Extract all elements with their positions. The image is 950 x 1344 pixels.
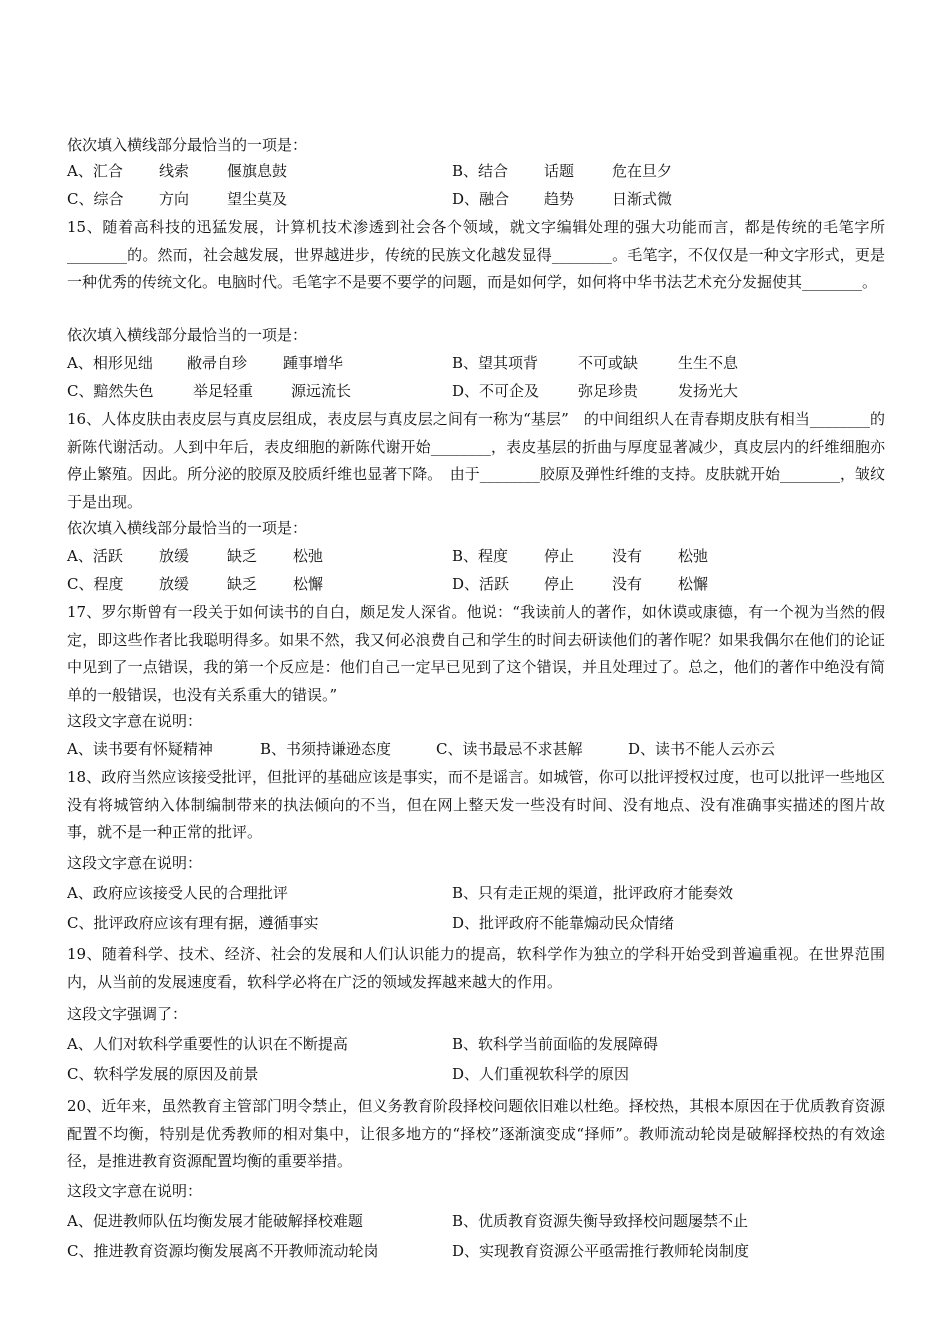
q20-option-d[interactable]: [452, 1240, 749, 1262]
option-word: B、结合: [452, 162, 509, 180]
q17-option-d[interactable]: [628, 738, 775, 760]
option-word: 不可或缺: [578, 354, 639, 372]
option-text: A、读书要有怀疑精神: [67, 740, 213, 758]
option-word: B、望其项背: [452, 354, 539, 372]
q20-option-a[interactable]: [67, 1210, 363, 1232]
option-word: 没有: [612, 547, 643, 565]
option-word: 源远流长: [291, 382, 352, 400]
option-text: C、软科学发展的原因及前景: [67, 1065, 259, 1083]
q14-option-a[interactable]: [67, 160, 287, 182]
q16-option-d[interactable]: [452, 573, 708, 595]
option-text: D、批评政府不能靠煽动民众情绪: [452, 914, 675, 932]
option-text: D、读书不能人云亦云: [628, 740, 776, 758]
q15-stem: 15、随着高科技的迅猛发展，计算机技术渗透到社会各个领域，就文字编辑处理的强大功能而言，都是传统的毛笔字所________的。然而，社会越发展，世界越进步，传统的民族文化越发显得________。毛笔字，不仅仅是一种文字形式，更是一种优秀的传统文化。电脑时代。毛笔字不是要不要学的问题，而是如何学，如何将中华书法艺术充分发掘使其________。: [67, 218, 885, 291]
option-word: 松懈: [293, 575, 324, 593]
option-word: 生生不息: [678, 354, 739, 372]
option-word: C、黯然失色: [67, 382, 154, 400]
q17-option-a[interactable]: [67, 738, 213, 760]
option-word: 松弛: [293, 547, 324, 565]
option-word: 敝帚自珍: [187, 354, 248, 372]
option-word: 松懈: [678, 575, 709, 593]
option-text: B、只有走正规的渠道，批评政府才能奏效: [452, 884, 734, 902]
option-word: 松弛: [678, 547, 709, 565]
q18-option-a[interactable]: [67, 882, 288, 904]
q19-option-a[interactable]: [67, 1033, 348, 1055]
option-text: B、优质教育资源失衡导致择校问题屡禁不止: [452, 1212, 749, 1230]
q20-option-b[interactable]: [452, 1210, 748, 1232]
option-word: 话题: [544, 162, 575, 180]
q18-stem: 18、政府当然应该接受批评，但批评的基础应该是事实，而不是谣言。如城管，你可以批评授权过度，也可以批评一些地区没有将城管纳入体制编制带来的执法倾向的不当，但在网上整天发一些没有时间、没有地点、没有准确事实描述的图片故事，就不是一种正常的批评。: [67, 768, 885, 841]
option-word: 停止: [544, 547, 575, 565]
option-word: 线索: [159, 162, 190, 180]
q19-option-d[interactable]: [452, 1063, 629, 1085]
q19-option-b[interactable]: [452, 1033, 658, 1055]
option-text: A、人们对软科学重要性的认识在不断提高: [67, 1035, 348, 1053]
option-word: 危在旦夕: [612, 162, 673, 180]
q15-prompt: 依次填入横线部分最恰当的一项是：: [67, 326, 308, 344]
q20-stem: 20、近年来，虽然教育主管部门明令禁止，但义务教育阶段择校问题依旧难以杜绝。择校热，其根本原因在于优质教育资源配置不均衡，特别是优秀教师的相对集中，让很多地方的“择校”逐渐演变成“择师”。教师流动轮岗是破解择校热的有效途径，是推进教育资源配置均衡的重要举措。: [67, 1097, 885, 1170]
q19-prompt: 这段文字强调了：: [67, 1005, 188, 1023]
q15-option-a[interactable]: [67, 352, 343, 374]
option-word: 缺乏: [227, 575, 258, 593]
option-text: A、促进教师队伍均衡发展才能破解择校难题: [67, 1212, 363, 1230]
q17-prompt: 这段文字意在说明：: [67, 712, 203, 730]
option-word: D、活跃: [452, 575, 510, 593]
option-word: 发扬光大: [678, 382, 739, 400]
q18-option-d[interactable]: [452, 912, 674, 934]
q19-option-c[interactable]: [67, 1063, 258, 1085]
option-text: A、政府应该接受人民的合理批评: [67, 884, 288, 902]
option-text: D、人们重视软科学的原因: [452, 1065, 630, 1083]
option-text: B、软科学当前面临的发展障碍: [452, 1035, 659, 1053]
q15-option-c[interactable]: [67, 380, 351, 402]
q20-prompt: 这段文字意在说明：: [67, 1182, 203, 1200]
option-word: 没有: [612, 575, 643, 593]
q16-prompt: 依次填入横线部分最恰当的一项是：: [67, 519, 308, 537]
option-word: 放缓: [159, 575, 190, 593]
option-word: A、汇合: [67, 162, 123, 180]
option-text: C、推进教育资源均衡发展离不开教师流动轮岗: [67, 1242, 379, 1260]
option-word: C、程度: [67, 575, 124, 593]
q14-option-d[interactable]: [452, 188, 672, 210]
option-word: 趋势: [544, 190, 575, 208]
q14-option-c[interactable]: [67, 188, 287, 210]
q16-option-a[interactable]: [67, 545, 323, 567]
option-text: D、实现教育资源公平亟需推行教师轮岗制度: [452, 1242, 750, 1260]
q15-option-b[interactable]: [452, 352, 738, 374]
option-word: D、融合: [452, 190, 510, 208]
option-word: 停止: [544, 575, 575, 593]
option-word: 望尘莫及: [227, 190, 288, 208]
option-word: 日渐式微: [612, 190, 673, 208]
option-word: 偃旗息鼓: [227, 162, 288, 180]
q18-prompt: 这段文字意在说明：: [67, 854, 203, 872]
q20-option-c[interactable]: [67, 1240, 378, 1262]
option-word: 方向: [159, 190, 190, 208]
q18-option-c[interactable]: [67, 912, 318, 934]
option-word: A、相形见绌: [67, 354, 153, 372]
option-text: C、读书最忌不求甚解: [436, 740, 583, 758]
q16-stem: 16、人体皮肤由表皮层与真皮层组成，表皮层与真皮层之间有一称为“基层” 的中间组织人在青春期皮肤有相当________的新陈代谢活动。人到中年后，表皮细胞的新陈代谢开始________，表皮基层的折曲与厚度显著减少，真皮层内的纤维细胞亦停止繁殖。因此。所分泌的胶原及胶质纤维也显著下降。 由于________胶原及弹性纤维的支持。皮肤就开始________，皱纹于是出现。: [67, 410, 885, 511]
q14-option-b[interactable]: [452, 160, 672, 182]
q17-stem: 17、罗尔斯曾有一段关于如何读书的自白，颇足发人深省。他说：“我读前人的著作，如休谟或康德，有一个视为当然的假定，即这些作者比我聪明得多。如果不然，我又何必浪费自己和学生的时间去研读他们的著作呢？如果我偶尔在他们的论证中见到了一点错误，我的第一个反应是：他们自己一定早已见到了这个错误，并且处理过了。总之，他们的著作中绝没有简单的一般错误，也没有关系重大的错误。”: [67, 603, 885, 704]
option-word: 踵事增华: [283, 354, 344, 372]
q16-option-b[interactable]: [452, 545, 708, 567]
option-word: D、不可企及: [452, 382, 540, 400]
q15-option-d[interactable]: [452, 380, 738, 402]
option-word: 缺乏: [227, 547, 258, 565]
q19-stem: 19、随着科学、技术、经济、社会的发展和人们认识能力的提高，软科学作为独立的学科开始受到普遍重视。在世界范围内，从当前的发展速度看，软科学必将在广泛的领域发挥越来越大的作用。: [67, 945, 885, 991]
q14-prompt: 依次填入横线部分最恰当的一项是：: [67, 136, 308, 154]
q17-option-b[interactable]: [260, 738, 391, 760]
option-word: 弥足珍贵: [578, 382, 639, 400]
option-word: B、程度: [452, 547, 509, 565]
q17-option-c[interactable]: [436, 738, 582, 760]
option-word: 放缓: [159, 547, 190, 565]
q16-option-c[interactable]: [67, 573, 323, 595]
option-text: B、书须持谦逊态度: [260, 740, 392, 758]
option-text: C、批评政府应该有理有据，遵循事实: [67, 914, 319, 932]
q18-option-b[interactable]: [452, 882, 733, 904]
option-word: A、活跃: [67, 547, 123, 565]
option-word: C、综合: [67, 190, 124, 208]
option-word: 举足轻重: [193, 382, 254, 400]
